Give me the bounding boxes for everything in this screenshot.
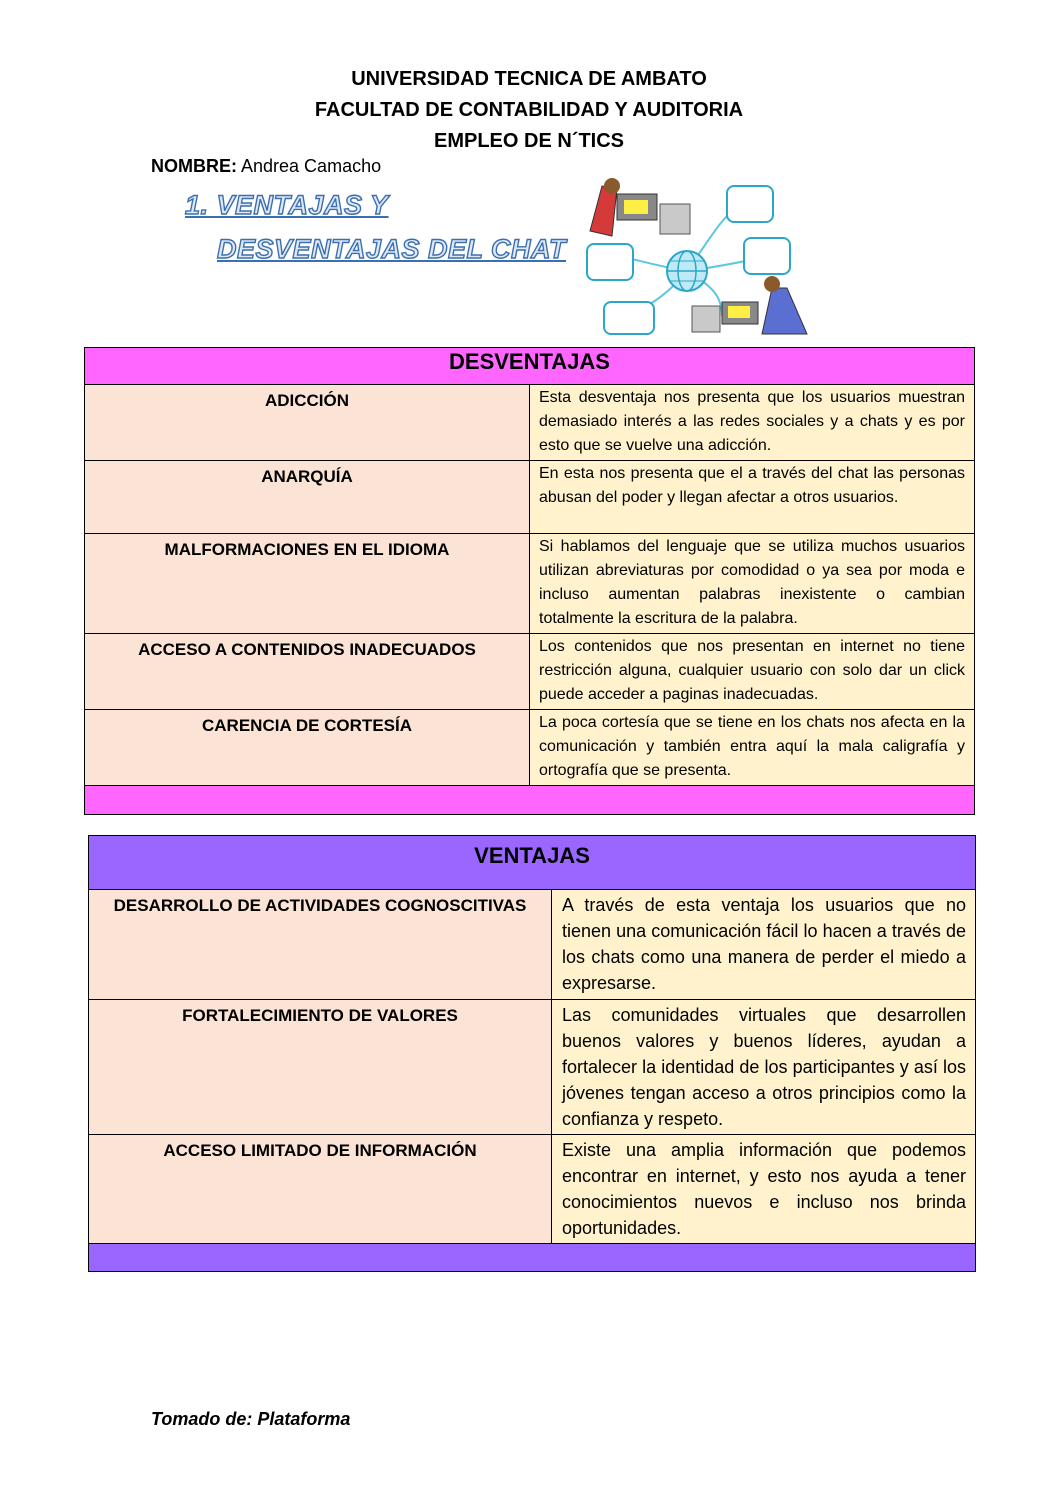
row-description: Si hablamos del lenguaje que se utiliza muchos usuarios utilizan abreviaturas por comodidad o ya sea por moda e incluso aumentan palabras inexistente o cambian totalmente la escritura de la palabra.	[530, 534, 975, 634]
desventajas-table	[84, 347, 975, 815]
table-row	[85, 710, 975, 786]
row-label: ACCESO A CONTENIDOS INADECUADOS	[85, 634, 530, 710]
student-name-label: NOMBRE:	[151, 156, 237, 176]
table-row	[85, 461, 975, 534]
row-description: Esta desventaja nos presenta que los usuarios muestran demasiado interés a las redes sociales y a chats y es por esto que se vuelve una adicción.	[530, 385, 975, 461]
table-row	[85, 385, 975, 461]
table-row	[89, 890, 976, 1000]
row-label: ACCESO LIMITADO DE INFORMACIÓN	[89, 1135, 552, 1244]
university-name: UNIVERSIDAD TECNICA DE AMBATO	[351, 68, 707, 90]
globe-icon	[667, 251, 707, 291]
table-row	[89, 1000, 976, 1135]
row-label: FORTALECIMIENTO DE VALORES	[89, 1000, 552, 1135]
person-top-icon	[590, 178, 690, 236]
wordart-line-1: 1. VENTAJAS Y	[185, 190, 389, 220]
person-bottom-icon	[692, 276, 807, 334]
table-row	[89, 1135, 976, 1244]
desventajas-footer-bar	[85, 786, 975, 815]
row-description: La poca cortesía que se tiene en los chats nos afecta en la comunicación y también entra aquí la mala caligrafía y ortografía que se presenta.	[530, 710, 975, 786]
chat-network-clipart	[572, 176, 812, 338]
row-label: ANARQUÍA	[85, 461, 530, 534]
ventajas-footer-bar	[89, 1244, 976, 1272]
course-name: EMPLEO DE N´TICS	[433, 130, 624, 152]
table-row	[85, 634, 975, 710]
row-description: En esta nos presenta que el a través del chat las personas abusan del poder y llegan afectar a otros usuarios.	[530, 461, 975, 534]
table-row	[85, 534, 975, 634]
faculty-name: FACULTAD DE CONTABILIDAD Y AUDITORIA	[314, 99, 744, 121]
row-label: MALFORMACIONES EN EL IDIOMA	[85, 534, 530, 634]
row-description: Existe una amplia información que podemos encontrar en internet, y esto nos ayuda a tener conocimientos nuevos e incluso nos brinda oportunidades.	[552, 1135, 976, 1244]
row-label: CARENCIA DE CORTESÍA	[85, 710, 530, 786]
document-header	[0, 64, 1058, 157]
row-label: ADICCIÓN	[85, 385, 530, 461]
row-description: Las comunidades virtuales que desarrollen buenos valores y buenos líderes, ayudan a fortalecer la identidad de los participantes y así los jóvenes tengan acceso a otros principios como la confianza y respeto.	[552, 1000, 976, 1135]
student-name	[151, 156, 381, 177]
desventajas-title: DESVENTAJAS	[85, 348, 975, 385]
ventajas-title: VENTAJAS	[89, 836, 976, 890]
student-name-value: Andrea Camacho	[241, 156, 382, 176]
ventajas-table	[88, 835, 976, 1272]
wordart-line-2: DESVENTAJAS DEL CHAT	[217, 234, 567, 264]
row-label: DESARROLLO DE ACTIVIDADES COGNOSCITIVAS	[89, 890, 552, 1000]
row-description: Los contenidos que nos presentan en internet no tiene restricción alguna, cualquier usuario con solo dar un click puede acceder a paginas inadecuadas.	[530, 634, 975, 710]
row-description: A través de esta ventaja los usuarios que no tienen una comunicación fácil lo hacen a través de los chats como una manera de perder el miedo a expresarse.	[552, 890, 976, 1000]
wordart-title	[185, 183, 566, 271]
source-footnote: Tomado de: Plataforma	[151, 1409, 351, 1429]
